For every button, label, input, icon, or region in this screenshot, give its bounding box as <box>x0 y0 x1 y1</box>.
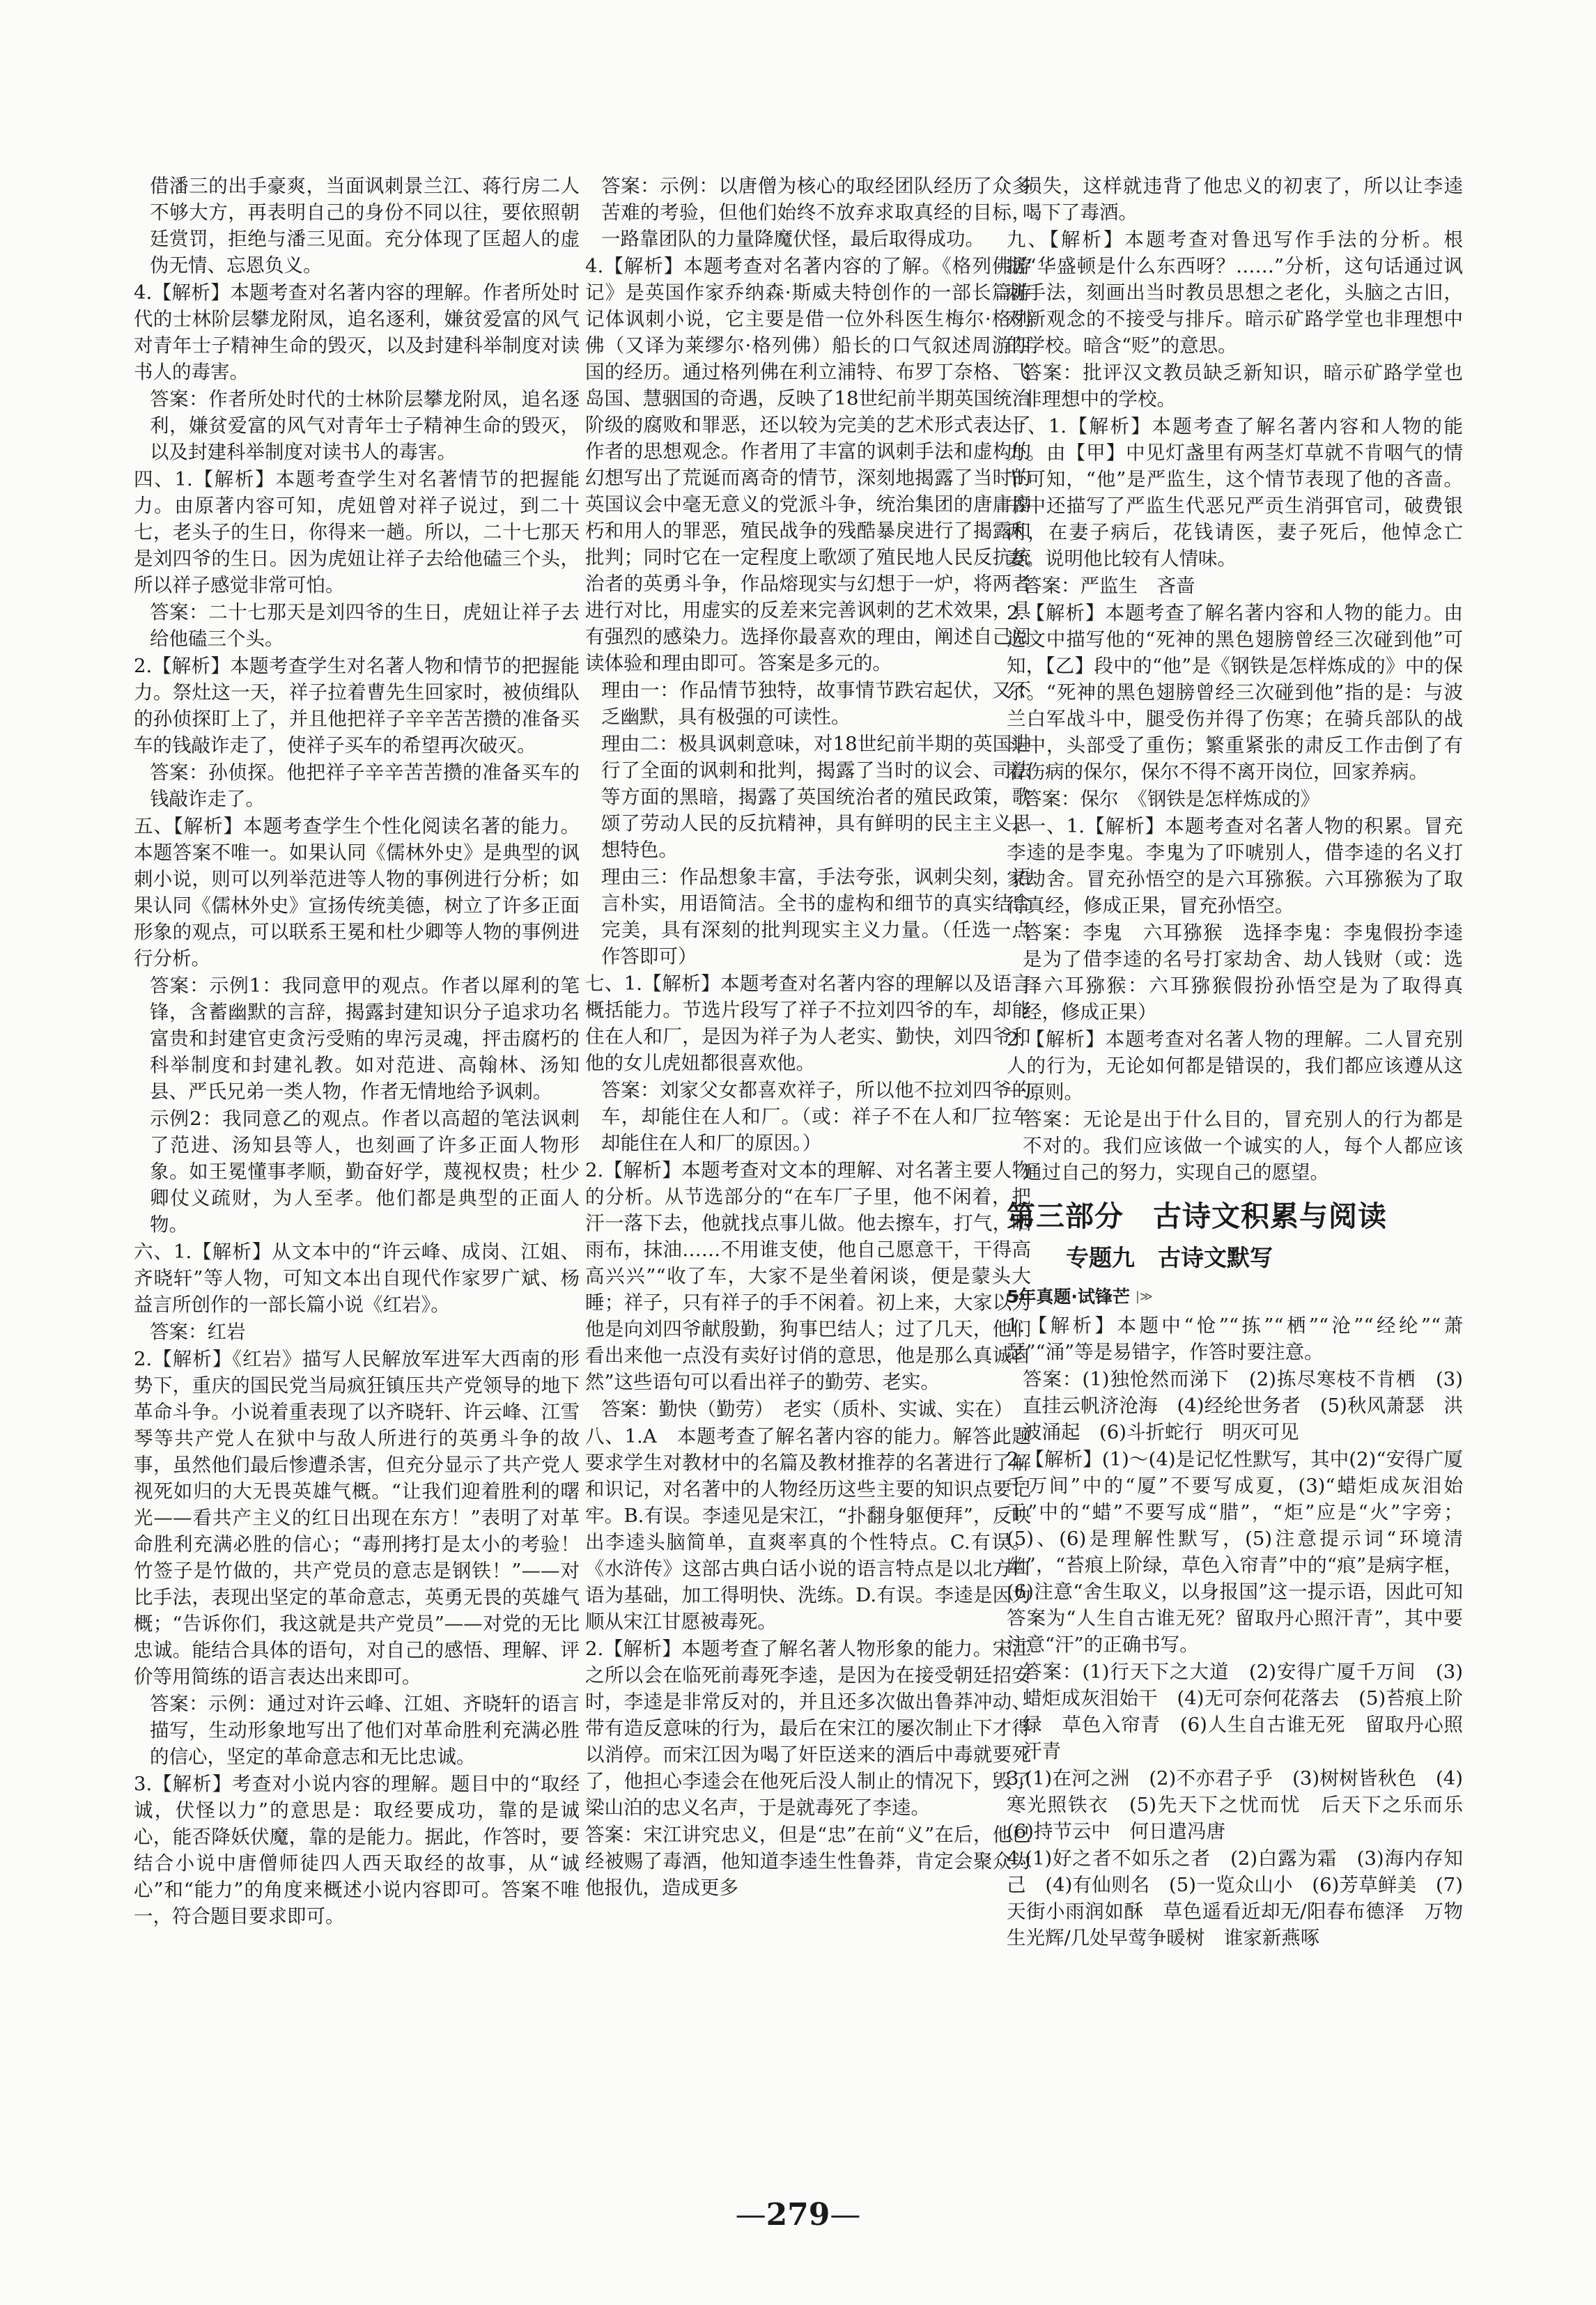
answer-paragraph: 答案：孙侦探。他把祥子辛辛苦苦攒的准备买车的钱敲诈走了。 <box>150 761 580 810</box>
answer-paragraph: 七、1.【解析】本题考查对名著内容的理解以及语言概括能力。节选片段写了祥子不拉刘四爷的车，却能住在人和厂，是因为祥子为人老实、勤快，刘四爷和他的女儿虎妞都很喜欢他。 <box>585 972 1031 1074</box>
answer-paragraph: 答案：勤快（勤劳） 老实（质朴、实诚、实在） <box>601 1398 1014 1420</box>
answer-paragraph: 3.【解析】考查对小说内容的理解。题目中的“取经诚，伏怪以力”的意思是：取经要成功，靠的是诚心，能否降妖伏魔，靠的是能力。据此，作答时，要结合小说中唐僧师徒四人西天取经的故事，从“诚心”和“能力”的角度来概述小说内容即可。答案不唯一，符合题目要求即可。 <box>134 1773 580 1927</box>
section-label <box>1007 1283 1463 1311</box>
answer-paragraph: 2.【解析】本题考查对文本的理解、对名著主要人物的分析。从节选部分的“在车厂子里，他不闲着，把汗一落下去，他就找点事儿做。他去擦车，打气，晒雨布，抹油……不用谁支使，他自己愿意干，干得高高兴兴”“收了车，大家不是坐着闲谈，便是蒙头大睡；祥子，只有祥子的手不闲着。初上来，大家以为他是向刘四爷献殷勤，狗事巴结人；过了几天，他们看出来他一点没有卖好讨俏的意思，他是那么真诚自然”这些语句可以看出祥子的勤劳、老实。 <box>585 1159 1031 1393</box>
page-number-value: 279 <box>766 2197 830 2233</box>
answer-paragraph: 答案：批评汉文教员缺乏新知识，暗示矿路学堂也非理想中的学校。 <box>1023 362 1463 410</box>
answer-paragraph: 答案：作者所处时代的士林阶层攀龙附凤，追名逐利，嫌贫爱富的风气对青年士子精神生命的毁灭，以及封建科举制度对读书人的毒害。 <box>150 388 580 463</box>
answer-paragraph: 答案：红岩 <box>150 1321 246 1343</box>
answer-paragraph: 八、1.A 本题考查了解名著内容的能力。解答此题要求学生对教材中的名篇及教材推荐的名著进行了解和识记，对名著中的人物经历这些主要的知识点要记牢。B.有误。李逵见是宋江，“扑翻身躯便拜”，反映出李逵头脑简单，直爽率真的个性特点。C.有误。《水浒传》这部古典白话小说的语言特点是以北方口语为基础，加工得明快、洗练。D.有误。李逵是因为顺从宋江甘愿被毒死。 <box>585 1425 1031 1633</box>
answer-paragraph: 2.【解析】本题考查了解名著内容和人物的能力。由选文中描写他的“死神的黑色翅膀曾经三次碰到他”可知，【乙】段中的“他”是《钢铁是怎样炼成的》中的保尔。“死神的黑色翅膀曾经三次碰到他”指的是：与波兰白军战斗中，腿受伤并得了伤寒；在骑兵部队的战斗中，头部受了重伤；繁重紧张的肃反工作击倒了有着伤病的保尔，保尔不得不离开岗位，回家养病。 <box>1007 602 1463 783</box>
answer-paragraph: 3.(1)在河之洲 (2)不亦君子乎 (3)树树皆秋色 (4)寒光照铁衣 (5)先天下之忧而忧 后天下之乐而乐 (6)持节云中 何日遣冯唐 <box>1007 1767 1482 1842</box>
answer-paragraph: 答案：示例：以唐僧为核心的取经团队经历了众多苦难的考验，但他们始终不放弃求取真经的目标，一路靠团队的力量降魔伏怪，最后取得成功。 <box>601 175 1031 250</box>
answer-paragraph: 损失，这样就违背了他忠义的初衷了，所以让李逵喝下了毒酒。 <box>1023 175 1463 224</box>
section-label-text: 5年真题·试锋芒 <box>1007 1287 1130 1307</box>
answer-paragraph: 答案：二十七那天是刘四爷的生日，虎妞让祥子去给他磕三个头。 <box>150 601 580 650</box>
answer-paragraph: 答案：(1)独怆然而涕下 (2)拣尽寒枝不肯栖 (3)直挂云帆济沧海 (4)经纶世务者 (5)秋风萧瑟 洪波涌起 (6)斗折蛇行 明灭可见 <box>1023 1368 1463 1443</box>
answer-paragraph: 五、【解析】本题考查学生个性化阅读名著的能力。本题答案不唯一。如果认同《儒林外史》是典型的讽刺小说，则可以列举范进等人物的事例进行分析；如果认同《儒林外史》宣扬传统美德，树立了许多正面形象的观点，可以联系王冕和杜少卿等人物的事例进行分析。 <box>134 815 580 970</box>
answer-paragraph: 4.【解析】本题考查对名著内容的了解。《格列佛游记》是英国作家乔纳森·斯威夫特创作的一部长篇游记体讽刺小说，它主要是借一位外科医生梅尔·格列佛（又译为莱缪尔·格列佛）船长的口气叙述周游四国的经历。通过格列佛在利立浦特、布罗丁奈格、飞岛国、慧骃国的奇遇，反映了18世纪前半期英国统治阶级的腐败和罪恶，还以较为完美的艺术形式表达了作者的思想观念。作者用了丰富的讽刺手法和虚构的幻想写出了荒诞而离奇的情节，深刻地揭露了当时的英国议会中毫无意义的党派斗争，统治集团的唐庸腐朽和用人的罪恶，殖民战争的残酷暴戾进行了揭露和批判；同时它在一定程度上歌颂了殖民地人民反抗统治者的英勇斗争，作品熔现实与幻想于一炉，将两者进行对比，用虚实的反差来完善讽刺的艺术效果，具有强烈的感染力。选择你最喜欢的理由，阐述自己阅读体验和理由即可。答案是多元的。 <box>585 255 1031 674</box>
answer-paragraph: 2.【解析】(1)～(4)是记忆性默写，其中(2)“安得广厦千万间”中的“厦”不要写成夏，(3)“蜡炬成灰泪始干”中的“蜡”不要写成“腊”，“炬”应是“火”字旁；(5)、(6)是理解性默写，(5)注意提示词“环境清幽”，“苔痕上阶绿，草色入帘青”中的“痕”是病字框，(6)注意“舍生取义，以身报国”这一提示语，因此可知答案为“人生自古谁无死？留取丹心照汗青”，其中要注意“汗”的正确书写。 <box>1007 1448 1463 1656</box>
answer-paragraph: 理由三：作品想象丰富，手法夸张，讽刺尖刻，语言朴实，用语简洁。全书的虚构和细节的真实结合完美，具有深刻的批判现实主义力量。（任选一点作答即可） <box>601 866 1031 968</box>
answer-paragraph: 答案：刘家父女都喜欢祥子，所以他不拉刘四爷的车，却能住在人和厂。（或：祥子不在人和厂拉车却能住在人和厂的原因。） <box>601 1079 1031 1154</box>
answer-paragraph: 2.【解析】本题考查学生对名著人物和情节的把握能力。祭灶这一天，祥子拉着曹先生回家时，被侦缉队的孙侦探盯上了，并且他把祥子辛辛苦苦攒的准备买车的钱敲诈走了，使祥子买车的希望再次破灭。 <box>134 655 580 756</box>
column-middle <box>585 173 1031 1902</box>
page-number: —279— <box>735 2197 861 2233</box>
answer-paragraph: 4.【解析】本题考查对名著内容的理解。作者所处时代的士林阶层攀龙附凤，追名逐利，嫌贫爱富的风气对青年士子精神生命的毁灭，以及封建科举制度对读书人的毒害。 <box>134 281 580 383</box>
answer-paragraph: 理由二：极具讽刺意味，对18世纪前半期的英国进行了全面的讽刺和批判，揭露了当时的议会、司法等方面的黑暗，揭露了英国统治者的殖民政策，歌颂了劳动人民的反抗精神，具有鲜明的民主主义思想特色。 <box>601 733 1031 861</box>
answer-paragraph: 示例2：我同意乙的观点。作者以高超的笔法讽刺了范进、汤知县等人，也刻画了许多正面人物形象。如王冕懂事孝顺，勤奋好学，蔑视权贵；杜少卿仗义疏财，为人至孝。他们都是典型的正面人物。 <box>150 1108 580 1236</box>
answer-paragraph: 2.【解析】本题考查了解名著人物形象的能力。宋江之所以会在临死前毒死李逵，是因为在接受朝廷招安时，李逵是非常反对的，并且还多次做出鲁莽冲动、带有造反意味的行为，最后在宋江的屡次制止下才得以消停。而宋江因为喝了奸臣送来的酒后中毒就要死了，他担心李逵会在他死后没人制止的情况下，毁了梁山泊的忠义名声，于是就毒死了李逵。 <box>585 1638 1031 1819</box>
answer-paragraph: 四、1.【解析】本题考查学生对名著情节的把握能力。由原著内容可知，虎妞曾对祥子说过，到二十七，老头子的生日，你得来一趟。所以，二十七那天是刘四爷的生日。因为虎妞让祥子去给他磕三个头，所以祥子感觉非常可怕。 <box>134 468 580 596</box>
answer-paragraph: 1.【解析】本题中“怆”“拣”“栖”“沧”“经纶”“萧瑟”“涌”等是易错字，作答时要注意。 <box>1007 1314 1463 1363</box>
answer-paragraph: 十、1.【解析】本题考查了解名著内容和人物的能力。由【甲】中见灯盏里有两茎灯草就不肯咽气的情节可知，“他”是严监生，这个情节表现了他的吝啬。书中还描写了严监生代恶兄严贡生消弭官司，破费银两，在妻子病后，花钱请医，妻子死后，他悼念亡妻。说明他比较有人情味。 <box>1007 415 1463 570</box>
double-arrow-icon: |≫ <box>1135 1289 1153 1304</box>
answer-paragraph: 答案：示例1：我同意甲的观点。作者以犀利的笔锋，含蓄幽默的言辞，揭露封建知识分子追求功名富贵和封建官吏贪污受贿的卑污灵魂，抨击腐朽的科举制度和封建礼教。如对范进、高翰林、汤知县、严氏兄弟一类人物，作者无情地给予讽刺。 <box>150 975 580 1103</box>
answer-paragraph: 答案：(1)行天下之大道 (2)安得广厦千万间 (3)蜡炬成灰泪始干 (4)无可奈何花落去 (5)苔痕上阶绿 草色入帘青 (6)人生自古谁无死 留取丹心照汗青 <box>1023 1661 1463 1762</box>
topic-title: 专题九 古诗文默写 <box>1066 1244 1273 1271</box>
answer-paragraph: 九、【解析】本题考查对鲁迅写作手法的分析。根据“华盛顿是什么东西呀？……”分析，这句话通过讽刺手法，刻画出当时教员思想之老化，头脑之古旧，对新观念的不接受与排斥。暗示矿路学堂也非理想中的学校。暗含“贬”的意思。 <box>1007 228 1463 357</box>
answer-paragraph: 答案：示例：通过对许云峰、江姐、齐晓轩的语言描写，生动形象地写出了他们对革命胜利充满必胜的信心，坚定的革命意志和无比忠诚。 <box>150 1693 580 1768</box>
answer-paragraph: 十一、1.【解析】本题考查对名著人物的积累。冒充李逵的是李鬼。李鬼为了吓唬别人，借李逵的名义打家劫舍。冒充孙悟空的是六耳猕猴。六耳猕猴为了取得真经，修成正果，冒充孙悟空。 <box>1007 815 1463 917</box>
answer-paragraph: 答案：无论是出于什么目的，冒充别人的行为都是不对的。我们应该做一个诚实的人，每个人都应该通过自己的努力，实现自己的愿望。 <box>1023 1108 1463 1183</box>
answer-paragraph: 答案：保尔 《钢铁是怎样炼成的》 <box>1023 788 1320 810</box>
answer-paragraph: 答案：严监生 吝啬 <box>1023 575 1195 597</box>
answer-paragraph: 答案：宋江讲究忠义，但是“忠”在前“义”在后，他已经被赐了毒酒，他知道李逵生性鲁莽，肯定会聚众为他报仇，造成更多 <box>585 1824 1031 1899</box>
part-title: 第三部分 古诗文积累与阅读 <box>1007 1200 1387 1233</box>
column-right-poetry-answers <box>1007 1312 1482 1951</box>
column-right <box>1007 173 1482 1952</box>
answer-paragraph: 4.(1)好之者不如乐之者 (2)白露为霜 (3)海内存知己 (4)有仙则名 (5)一览众山小 (6)芳草鲜美 (7)天街小雨润如酥 草色遥看近却无/阳春布德泽 万物生光辉/几处早莺争暖树 谁家新燕啄 <box>1007 1847 1463 1949</box>
column-right-answers <box>1007 173 1463 1186</box>
answer-paragraph: 理由一：作品情节独特，故事情节跌宕起伏，又不乏幽默，具有极强的可读性。 <box>601 679 1031 728</box>
answer-paragraph: 借潘三的出手豪爽，当面讽刺景兰江、蒋行房二人不够大方，再表明自己的身份不同以往，要依照朝廷赏罚，拒绝与潘三见面。充分体现了匡超人的虚伪无情、忘恩负义。 <box>150 175 580 277</box>
column-left <box>134 173 580 1930</box>
answer-paragraph: 2.【解析】《红岩》描写人民解放军进军大西南的形势下，重庆的国民党当局疯狂镇压共产党领导的地下革命斗争。小说着重表现了以齐晓轩、许云峰、江雪琴等共产党人在狱中与敌人所进行的英勇斗争的故事，虽然他们最后惨遭杀害，但充分显示了共产党人视死如归的大无畏英雄气概。“让我们迎着胜利的曙光——看共产主义的红日出现在东方！”表明了对革命胜利充满必胜的信心；“毒刑拷打是太小的考验！竹签子是竹做的，共产党员的意志是钢铁！”——对比手法，表现出坚定的革命意志，英勇无畏的英雄气概；“告诉你们，我这就是共产党员”——对党的无比忠诚。能结合具体的语句，对自己的感悟、理解、评价等用简练的语言表达出来即可。 <box>134 1348 580 1688</box>
answer-paragraph: 答案：李鬼 六耳猕猴 选择李鬼：李鬼假扮李逵是为了借李逵的名号打家劫舍、劫人钱财（或：选择六耳猕猴：六耳猕猴假扮孙悟空是为了取得真经，修成正果） <box>1023 922 1463 1023</box>
answer-paragraph: 六、1.【解析】从文本中的“许云峰、成岗、江姐、齐晓轩”等人物，可知文本出自现代作家罗广斌、杨益言所创作的一部长篇小说《红岩》。 <box>134 1241 580 1316</box>
answer-paragraph: 2.【解析】本题考查对名著人物的理解。二人冒充别人的行为，无论如何都是错误的，我们都应该遵从这一原则。 <box>1007 1028 1463 1103</box>
